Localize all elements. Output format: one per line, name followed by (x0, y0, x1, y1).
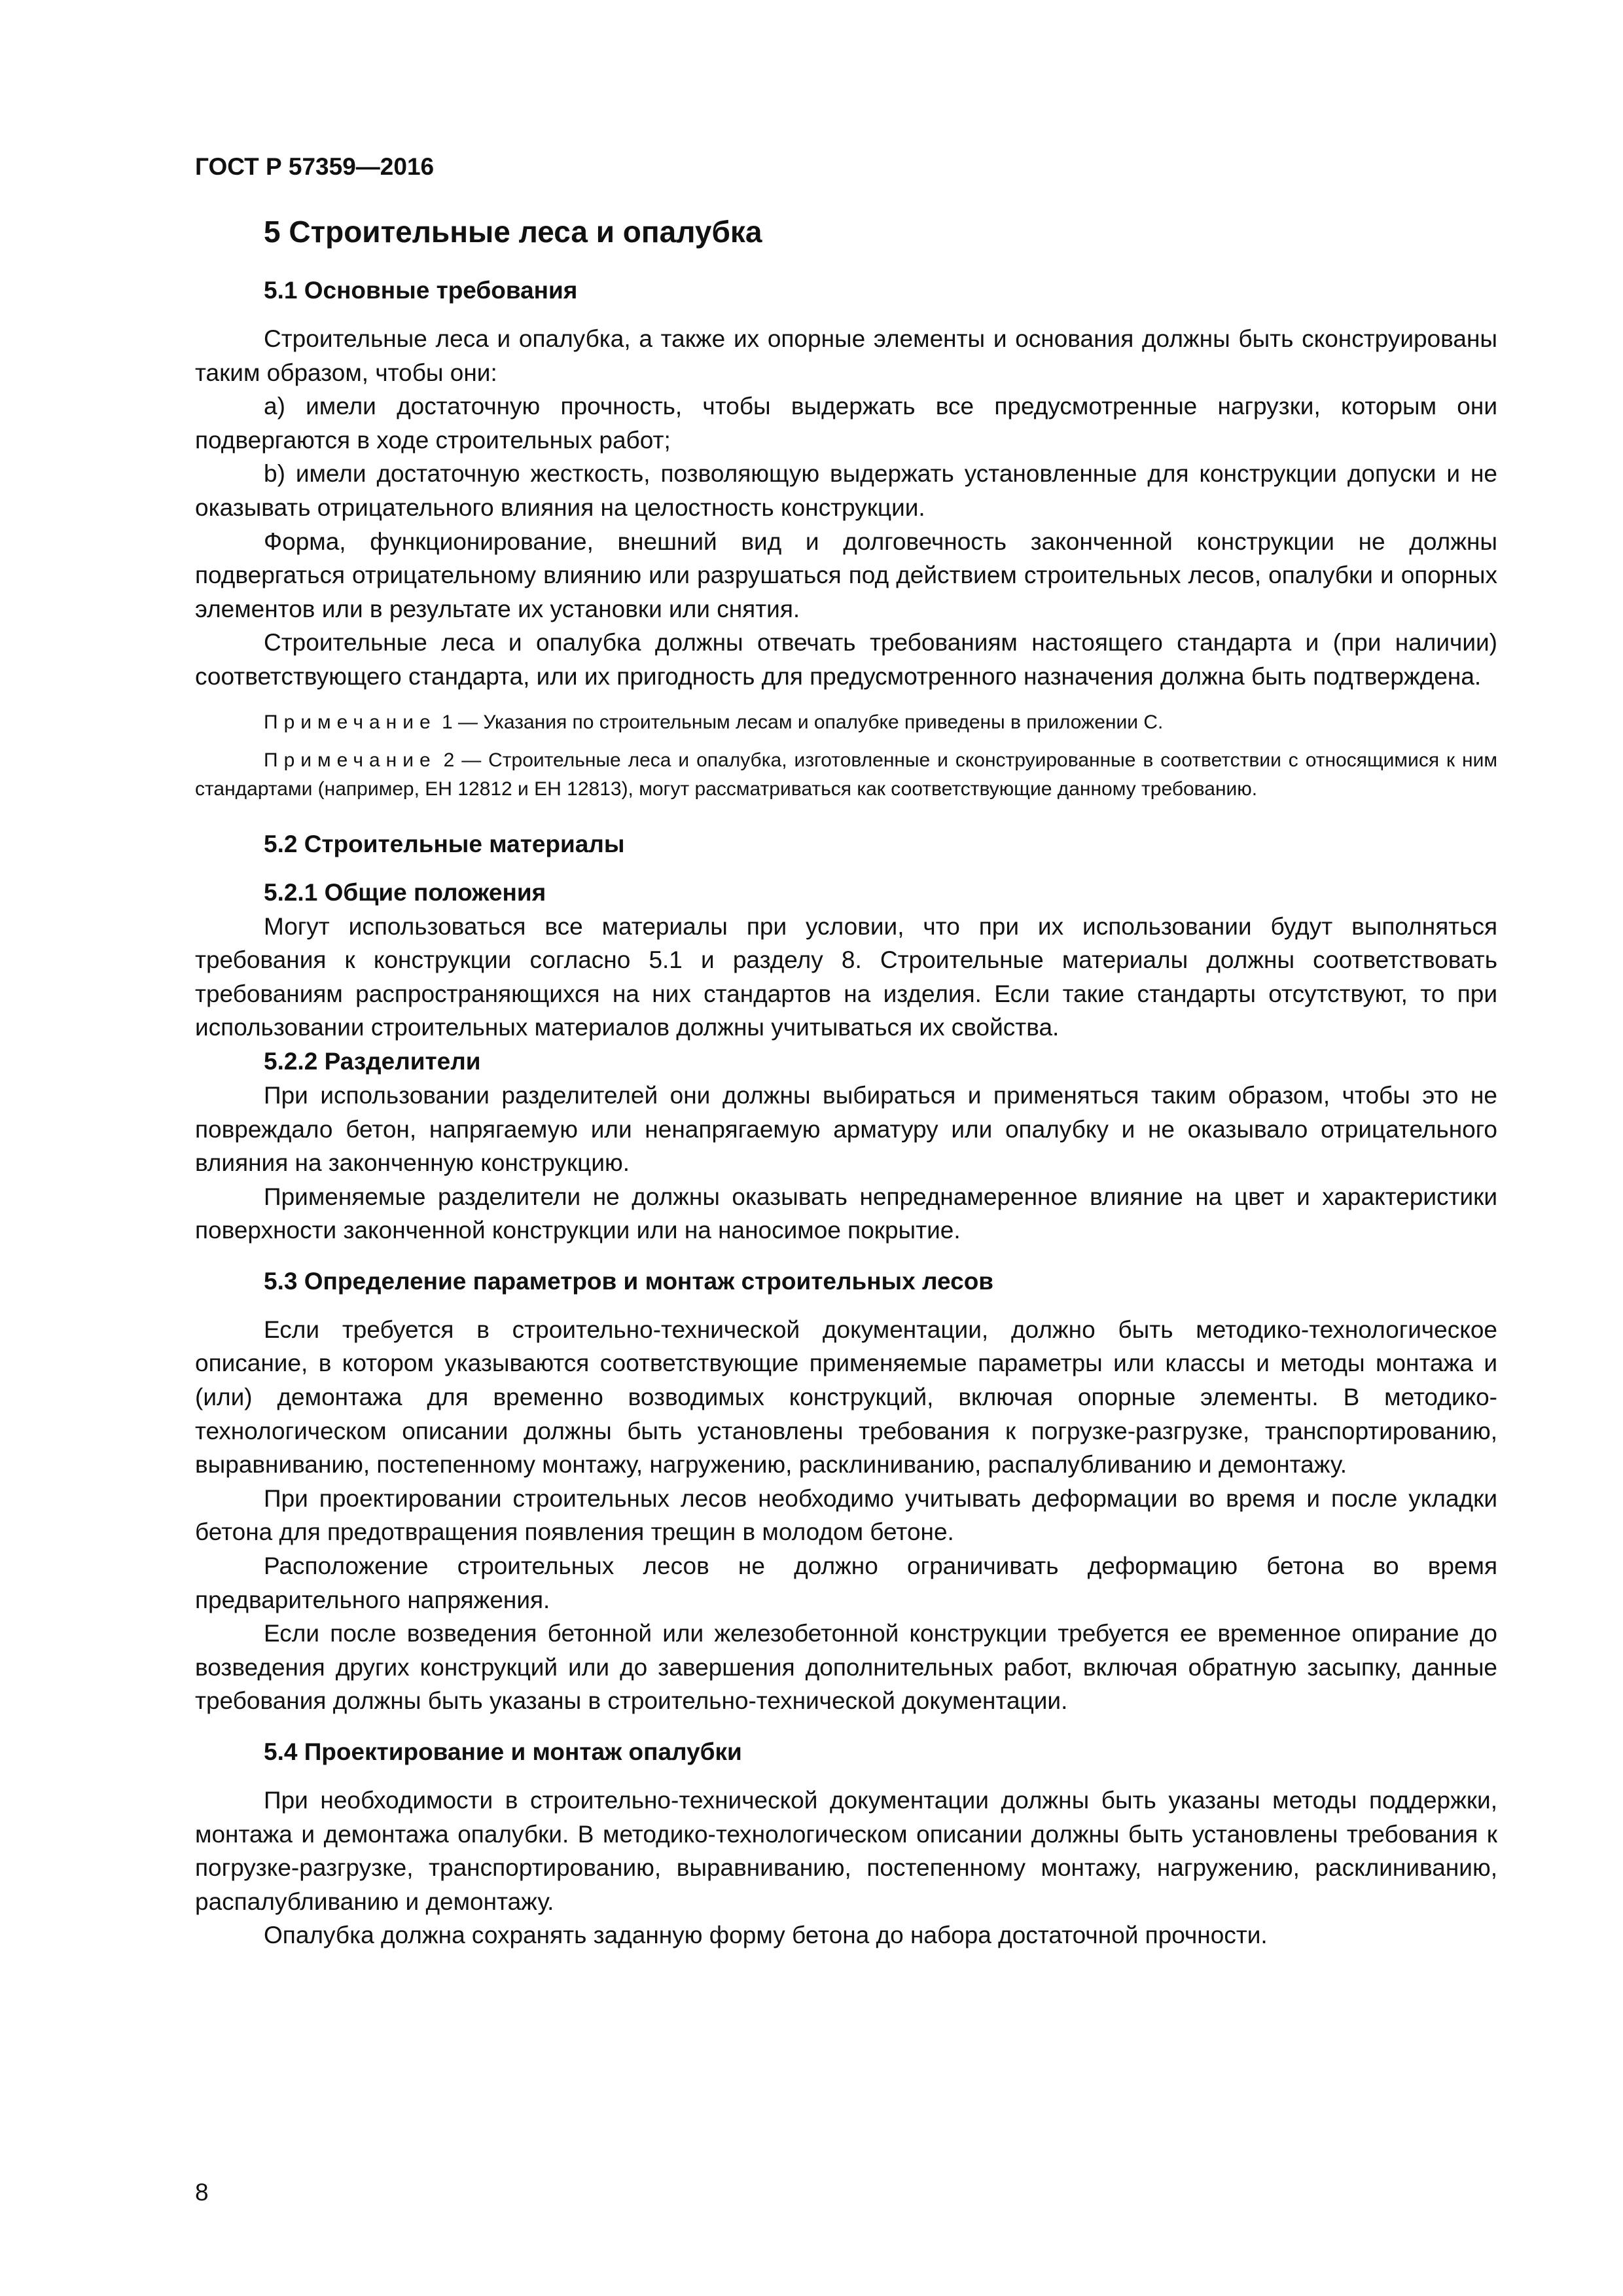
paragraph: Применяемые разделители не должны оказывать непреднамеренное влияние на цвет и характеристики поверхности законченной конструкции или на наносимое покрытие. (195, 1183, 1497, 1244)
paragraph: Строительные леса и опалубка должны отвечать требованиям настоящего стандарта и (при наличии) соответствующего стандарта, или их пригодность для предусмотренного назначения должна быть подтверждена. (195, 629, 1497, 690)
note-text: 2 — Строительные леса и опалубка, изготовленные и сконструированные в соответствии с относящимися к ним стандартами (например, ЕН 12812 и ЕН 12813), могут рассматриваться как соответствующие данному требованию. (195, 749, 1497, 800)
paragraph: Расположение строительных лесов не должно ограничивать деформацию бетона во время предварительного напряжения. (195, 1552, 1497, 1613)
subsection-5-2-2-title: 5.2.2 Разделители (264, 1047, 481, 1075)
subsection-5-2-title: 5.2 Строительные материалы (264, 830, 625, 857)
paragraph: Строительные леса и опалубка, а также их опорные элементы и основания должны быть сконструированы таким образом, чтобы они: (195, 325, 1497, 386)
document-code: ГОСТ Р 57359—2016 (195, 153, 435, 180)
note-1 (195, 708, 1497, 737)
paragraph: Если после возведения бетонной или железобетонной конструкции требуется ее временное опирание до возведения других конструкций или до завершения дополнительных работ, включая обратную засыпку, данные требования должны быть указаны в строительно-технической документации. (195, 1620, 1497, 1715)
page-number: 8 (195, 2179, 209, 2206)
subsection-5-2-1-title: 5.2.1 Общие положения (264, 878, 546, 906)
paragraph: При проектировании строительных лесов необходимо учитывать деформации во время и после укладки бетона для предотвращения появления трещин в молодом бетоне. (195, 1484, 1497, 1546)
paragraph: Форма, функционирование, внешний вид и долговечность законченной конструкции не должны подвергаться отрицательному влиянию или разрушаться под действием строительных лесов, опалубки и опорных элементов или в результате их установки или снятия. (195, 528, 1497, 622)
subsection-5-3-title: 5.3 Определение параметров и монтаж строительных лесов (264, 1267, 994, 1295)
page-content (195, 151, 1497, 1952)
note-label: Примечание (264, 749, 437, 771)
list-item-a: a) имели достаточную прочность, чтобы выдержать все предусмотренные нагрузки, которым они подвергаются в ходе строительных работ; (195, 393, 1497, 454)
note-text: 1 — Указания по строительным лесам и опалубке приведены в приложении С. (436, 711, 1164, 733)
subsection-5-1-title: 5.1 Основные требования (264, 277, 578, 304)
paragraph: Опалубка должна сохранять заданную форму бетона до набора достаточной прочности. (264, 1922, 1268, 1949)
paragraph: Могут использоваться все материалы при условии, что при их использовании будут выполняться требования к конструкции согласно 5.1 и разделу 8. Строительные материалы должны соответствовать требованиям распространяющихся на них стандартов на изделия. Если такие стандарты отсутствуют, то при использовании строительных материалов должны учитываться их свойства. (195, 912, 1497, 1041)
section-title: 5 Строительные леса и опалубка (264, 215, 762, 249)
note-label: Примечание (264, 711, 437, 733)
subsection-5-4-title: 5.4 Проектирование и монтаж опалубки (264, 1738, 742, 1765)
paragraph: При необходимости в строительно-технической документации должны быть указаны методы поддержки, монтажа и демонтажа опалубки. В методико-технологическом описании должны быть установлены требования к погрузке-разгрузке, транспортированию, выравниванию, постепенному монтажу, нагружению, расклиниванию, распалубливанию и демонтажу. (195, 1787, 1497, 1915)
list-item-b: b) имели достаточную жесткость, позволяющую выдержать установленные для конструкции допуски и не оказывать отрицательного влияния на целостность конструкции. (195, 460, 1497, 521)
paragraph: При использовании разделителей они должны выбираться и применяться таким образом, чтобы это не повреждало бетон, напрягаемую или ненапрягаемую арматуру или опалубку и не оказывало отрицательного влияния на законченную конструкцию. (195, 1081, 1497, 1177)
note-2 (195, 746, 1497, 804)
paragraph: Если требуется в строительно-технической документации, должно быть методико-технологическое описание, в котором указываются соответствующие применяемые параметры или классы и методы монтажа и (или) демонтажа для временно возводимых конструкций, включая опорные элементы. В методико-технологическом описании должны быть установлены требования к погрузке-разгрузке, транспортированию, выравниванию, постепенному монтажу, нагружению, расклиниванию, распалубливанию и демонтажу. (195, 1316, 1497, 1479)
